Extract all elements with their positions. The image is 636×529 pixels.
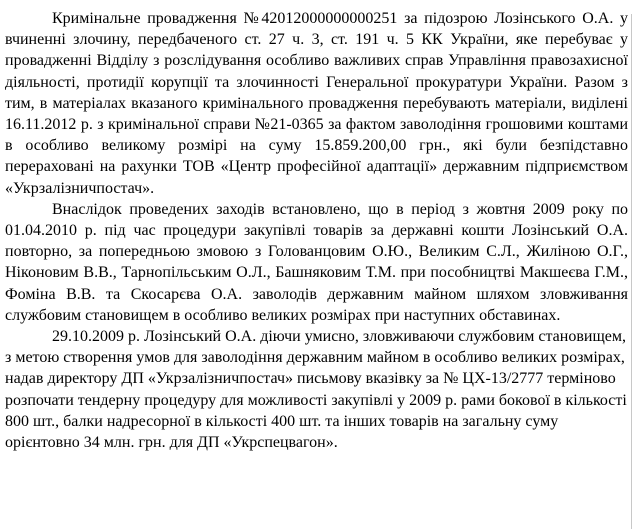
page-edge-line	[631, 14, 632, 529]
paragraph-investigation-findings: Внаслідок проведених заходів встановлено, що в період з жовтня 2009 року по 01.04.2010 р. під час процедури закупівлі товарів за державні кошти Лозінський О.А. повторно, за попередньою змовою з Голованцовим О.Ю., Великим С.Л., Жиліною О.Г., Ніконовим В.В., Тарнопільським О.Л., Башняковим Т.М. при пособництві Макшеєва Г.М., Фоміна В.В. та Скосарєва О.А. заволодів державним майном шляхом зловживання службовим становищем в особливо великих розмірах при наступних обставинах.	[5, 200, 628, 324]
paragraph-event-details: 29.10.2009 р. Лозінський О.А. діючи умисно, зловживаючи службовим становищем, з метою створення умов для заволодіння державним майном в особливо великих розмірах, надав директору ДП «Укрзалізничпостач» письмову вказівку за № ЦХ-13/2777 терміново розпочати тендерну процедуру для можливості закупівлі у 2009 р. рами бокової в кількості 800 шт., балки надресорної в кількості 400 шт. та інших товарів на загальну суму орієнтовно 34 млн. грн. для ДП «Укрспецвагон».	[5, 328, 627, 452]
paragraph-criminal-proceeding: Кримінальне провадження №42012000000000251 за підозрою Лозінського О.А. у вчиненні злочину, передбаченого ст. 27 ч. 3, ст. 191 ч. 5 КК України, яке перебуває у провадженні Відділу з розслідування особливо важливих справ Управління правозахисної діяльності, протидії корупції та злочинності Генеральної прокуратури України. Разом з тим, в матеріалах вказаного кримінального провадження перебувають матеріали, виділені 16.11.2012 р. з кримінальної справи №21-0365 за фактом заволодіння грошовими коштами в особливо великому розмірі на суму 15.859.200,00 грн., які були безпідставно перераховані на рахунки ТОВ «Центр професійної адаптації» державним підприємством «Укрзалізничпостач».	[5, 10, 628, 197]
